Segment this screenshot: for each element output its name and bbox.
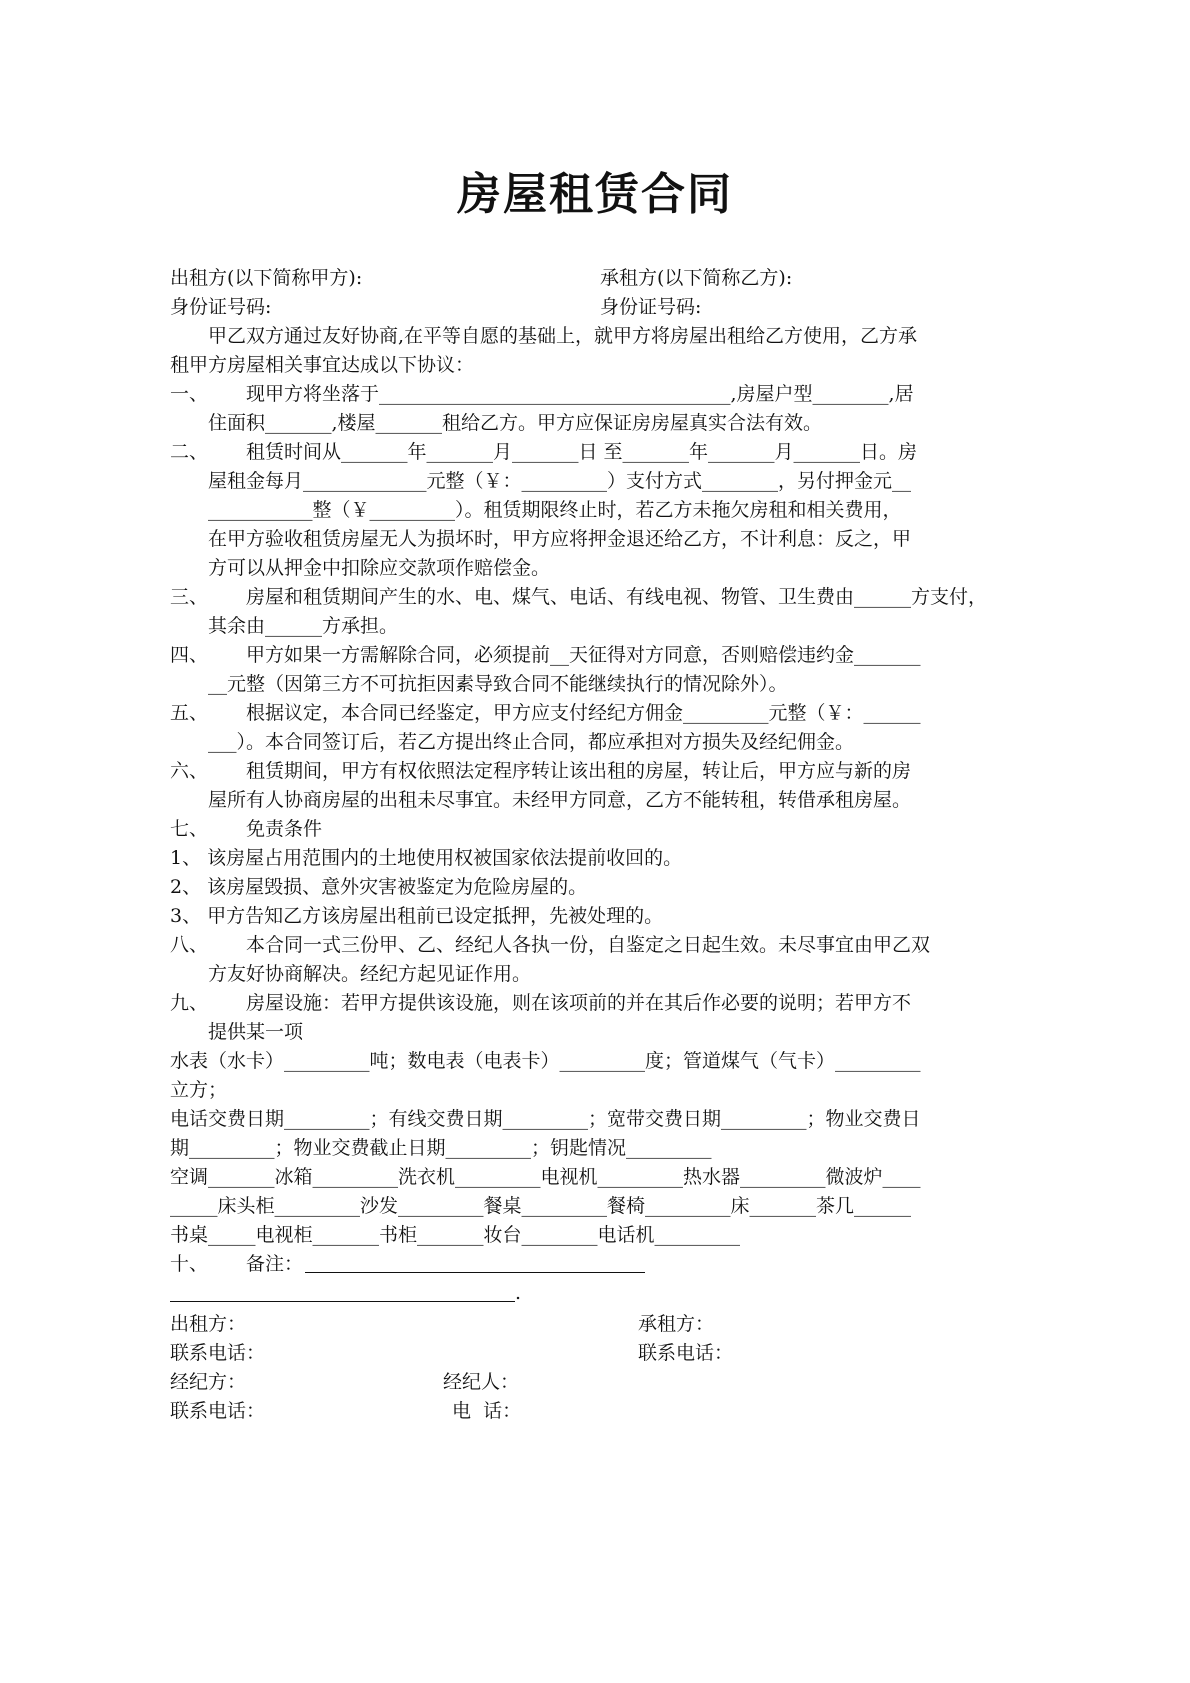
lessor-signature-label: 出租方： — [170, 1313, 247, 1335]
lessee-label: 承租方(以下简称乙方): — [600, 267, 793, 289]
clause-number: 十、 — [170, 1253, 209, 1275]
clause-2-line-4: 在甲方验收租赁房屋无人为损坏时，甲方应将押金退还给乙方，不计利息：反之，甲 — [208, 528, 912, 550]
clause-number: 一、 — [170, 383, 209, 405]
exemption-item: 2、 该房屋毁损、意外灾害被鉴定为危险房屋的。 — [170, 876, 588, 898]
clause-number: 八、 — [170, 934, 209, 956]
clause-3-line-2: 其余由______方承担。 — [208, 615, 399, 637]
facilities-line: 电话交费日期_________；有线交费日期_________；宽带交费日期_________；物业交费日 — [170, 1108, 921, 1130]
intro-line-1: 甲乙双方通过友好协商,在平等自愿的基础上，就甲方将房屋出租给乙方使用，乙方承 — [208, 325, 918, 347]
agent-phone-label: 电 话： — [452, 1400, 522, 1422]
clause-number: 九、 — [170, 992, 209, 1014]
remarks-label: 备注： — [246, 1253, 304, 1275]
clause-3-line-1: 房屋和租赁期间产生的水、电、煤气、电话、有线电视、物管、卫生费由______方支付， — [246, 586, 988, 608]
lessee-phone-label: 联系电话： — [638, 1342, 734, 1364]
exemption-item: 3、 甲方告知乙方该房屋出租前已设定抵押，先被处理的。 — [170, 905, 664, 927]
clause-1-line-1: 现甲方将坐落于_____________________________________,房屋户型________,居 — [246, 383, 914, 405]
lessor-phone-label: 联系电话： — [170, 1342, 266, 1364]
facilities-line: 空调_______冰箱_________洗衣机_________电视机_________热水器_________微波炉____ — [170, 1166, 921, 1188]
clause-9-line-1: 房屋设施：若甲方提供该设施，则在该项前的并在其后作必要的说明；若甲方不 — [246, 992, 912, 1014]
clause-2-line-5: 方可以从押金中扣除应交款项作赔偿金。 — [208, 557, 551, 579]
clause-number: 六、 — [170, 760, 209, 782]
clause-number: 七、 — [170, 818, 209, 840]
clause-9-line-2: 提供某一项 — [208, 1021, 304, 1043]
clause-6-line-1: 租赁期间，甲方有权依照法定程序转让该出租的房屋，转让后，甲方应与新的房 — [246, 760, 912, 782]
clause-8-line-1: 本合同一式三份甲、乙、经纪人各执一份，自鉴定之日起生效。未尽事宜由甲乙双 — [246, 934, 931, 956]
clause-number: 五、 — [170, 702, 209, 724]
remarks-underline — [170, 1301, 515, 1302]
lessor-id-label: 身份证号码: — [170, 296, 272, 318]
facilities-line: 水表（水卡）_________吨；数电表（电表卡）_________度；管道煤气（气卡）_________ — [170, 1050, 921, 1072]
clause-number: 三、 — [170, 586, 209, 608]
clause-2-line-2: 屋租金每月_____________元整（￥：_________）支付方式________，另付押金元__ — [208, 470, 912, 492]
facilities-line: 书桌_____电视柜_______书柜_______妆台________电话机_________ — [170, 1224, 741, 1246]
clause-8-line-2: 方友好协商解决。经纪方起见证作用。 — [208, 963, 532, 985]
facilities-line: 期_________；物业交费截止日期_________；钥匙情况_________ — [170, 1137, 712, 1159]
document-title: 房屋租赁合同 — [457, 169, 733, 220]
agency-label: 经纪方： — [170, 1371, 247, 1393]
clause-7-heading: 免责条件 — [246, 818, 323, 840]
clause-5-line-2: ___）。本合同签订后，若乙方提出终止合同，都应承担对方损失及经纪佣金。 — [208, 731, 855, 753]
clause-number: 二、 — [170, 441, 209, 463]
clause-1-line-2: 住面积_______,楼屋_______租给乙方。甲方应保证房房屋真实合法有效。 — [208, 412, 823, 434]
facilities-line: _____床头柜_________沙发_________餐桌_________餐椅_________床_______茶几______ — [170, 1195, 912, 1217]
clause-number: 四、 — [170, 644, 209, 666]
agency-phone-label: 联系电话： — [170, 1400, 266, 1422]
facilities-line: 立方； — [170, 1079, 228, 1101]
agent-label: 经纪人： — [443, 1371, 520, 1393]
clause-4-line-2: __元整（因第三方不可抗拒因素导致合同不能继续执行的情况除外）。 — [208, 673, 788, 695]
remarks-end-mark: . — [515, 1282, 522, 1304]
lessee-id-label: 身份证号码: — [600, 296, 702, 318]
lessee-signature-label: 承租方： — [638, 1313, 715, 1335]
clause-2-line-1: 租赁时间从_______年_______月_______日 至_______年_______月_______日。房 — [246, 441, 918, 463]
exemption-item: 1、 该房屋占用范围内的土地使用权被国家依法提前收回的。 — [170, 847, 683, 869]
clause-5-line-1: 根据议定，本合同已经鉴定，甲方应支付经纪方佣金_________元整（￥：______ — [246, 702, 921, 724]
lessor-label: 出租方(以下简称甲方): — [170, 267, 363, 289]
intro-line-2: 租甲方房屋相关事宜达成以下协议： — [170, 354, 475, 376]
clause-4-line-1: 甲方如果一方需解除合同，必须提前__天征得对方同意，否则赔偿违约金_______ — [246, 644, 921, 666]
remarks-underline — [305, 1272, 645, 1273]
clause-6-line-2: 屋所有人协商房屋的出租未尽事宜。未经甲方同意，乙方不能转租，转借承租房屋。 — [208, 789, 912, 811]
clause-2-line-3: ___________整（￥_________）。租赁期限终止时，若乙方未拖欠房租和相关费用， — [208, 499, 902, 521]
